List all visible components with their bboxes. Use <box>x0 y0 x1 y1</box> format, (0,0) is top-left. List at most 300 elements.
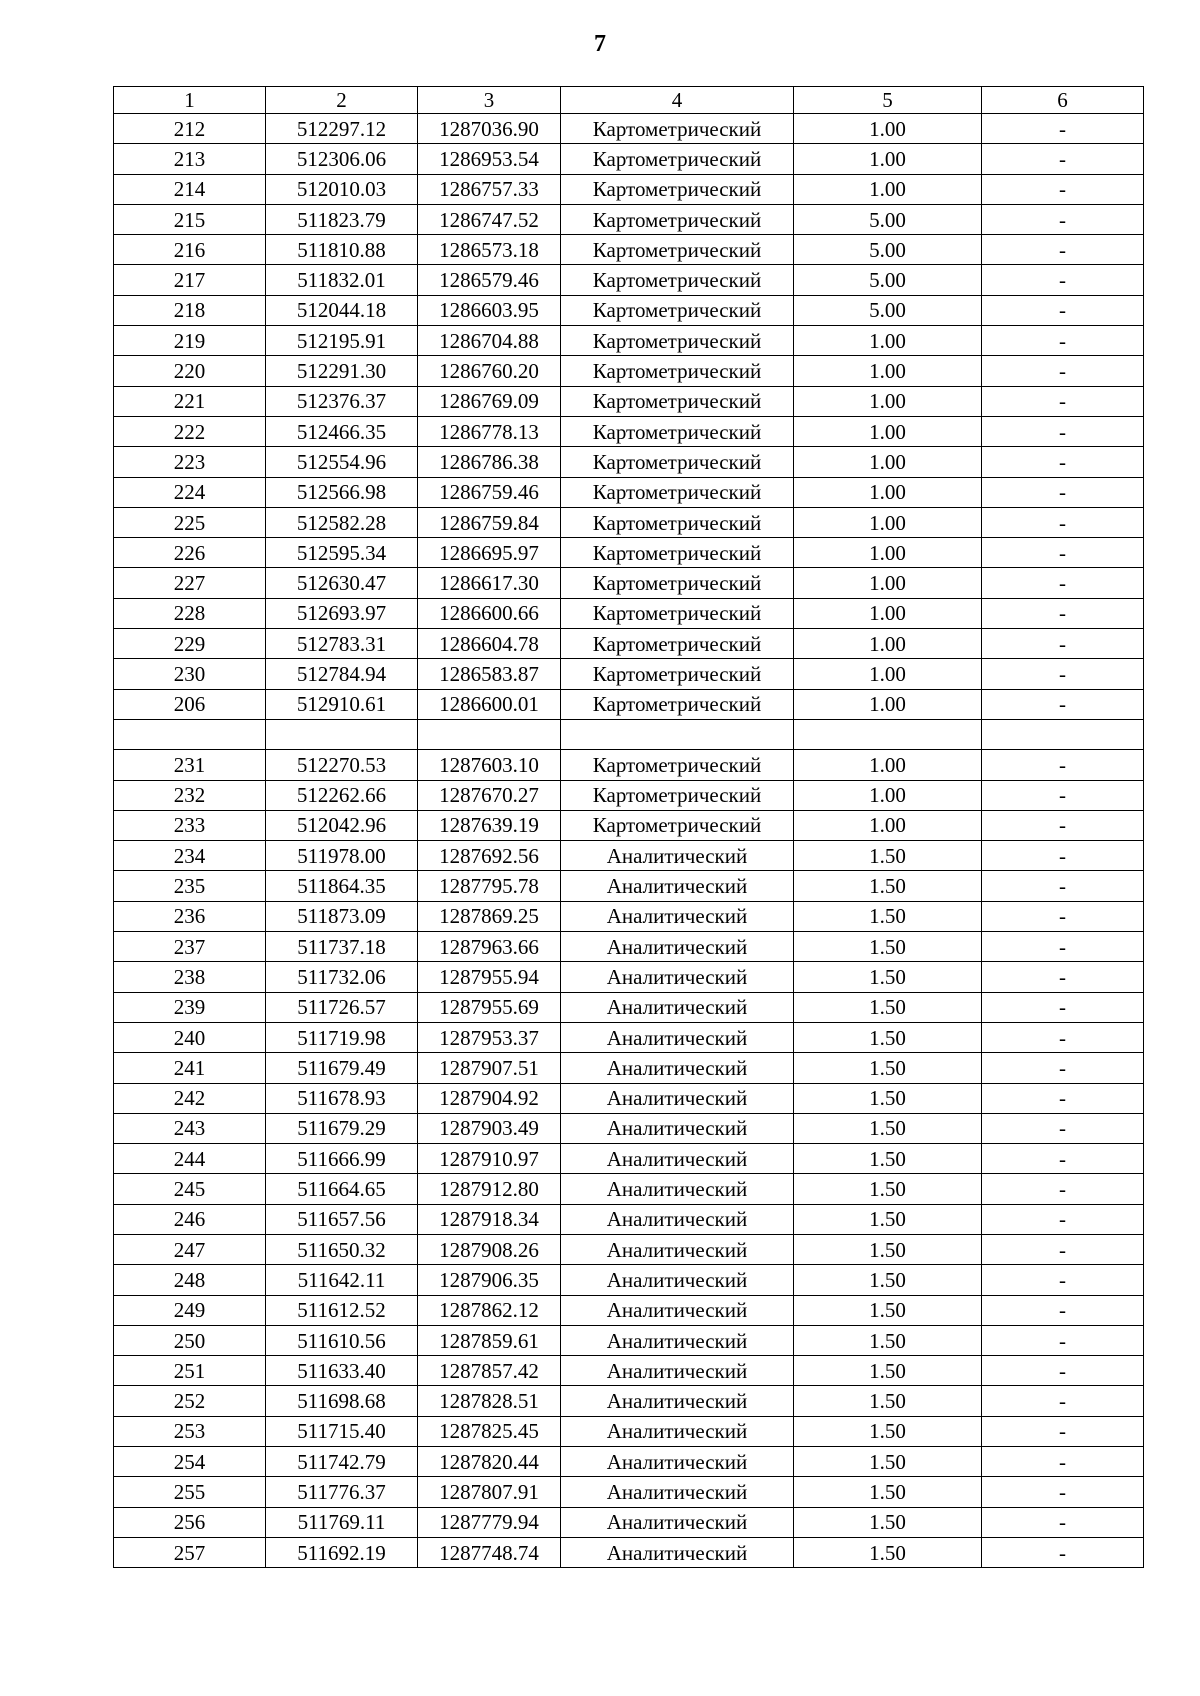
table-cell: 250 <box>114 1325 266 1355</box>
table-cell: Аналитический <box>561 1325 794 1355</box>
table-cell: - <box>982 1083 1144 1113</box>
table-cell: 511873.09 <box>266 901 418 931</box>
table-cell: - <box>982 295 1144 325</box>
table-cell: 5.00 <box>794 265 982 295</box>
column-header: 2 <box>266 87 418 114</box>
table-cell: 512262.66 <box>266 780 418 810</box>
table-cell: Аналитический <box>561 1022 794 1052</box>
table-cell: - <box>982 265 1144 295</box>
table-cell: 1287918.34 <box>418 1204 561 1234</box>
table-cell: 1286600.01 <box>418 689 561 719</box>
table-cell: - <box>982 507 1144 537</box>
table-cell: 1286759.84 <box>418 507 561 537</box>
table-cell: 228 <box>114 598 266 628</box>
table-cell: 511692.19 <box>266 1537 418 1567</box>
table-cell: 511737.18 <box>266 932 418 962</box>
table-cell: 222 <box>114 416 266 446</box>
table-row <box>114 598 1144 628</box>
table-cell: 1286786.38 <box>418 447 561 477</box>
table-cell: - <box>982 1386 1144 1416</box>
table-cell: 1.50 <box>794 1204 982 1234</box>
table-cell: 1287859.61 <box>418 1325 561 1355</box>
table-cell: 5.00 <box>794 295 982 325</box>
table-row <box>114 1325 1144 1355</box>
table-cell: 1.50 <box>794 1234 982 1264</box>
table-cell: 1286778.13 <box>418 416 561 446</box>
table-row <box>114 1053 1144 1083</box>
table-cell: 227 <box>114 568 266 598</box>
table-cell: Аналитический <box>561 1113 794 1143</box>
table-cell: 1.00 <box>794 538 982 568</box>
table-cell: 245 <box>114 1174 266 1204</box>
table-cell: 1286579.46 <box>418 265 561 295</box>
table-cell: 1287820.44 <box>418 1447 561 1477</box>
table-cell: 1287603.10 <box>418 750 561 780</box>
table-row <box>114 841 1144 871</box>
table-cell: 233 <box>114 810 266 840</box>
table-cell: 511978.00 <box>266 841 418 871</box>
table-cell: - <box>982 598 1144 628</box>
table-cell: Картометрический <box>561 416 794 446</box>
table-cell: 255 <box>114 1477 266 1507</box>
table-cell: 1.50 <box>794 1022 982 1052</box>
table-cell: 251 <box>114 1356 266 1386</box>
table-cell <box>266 719 418 749</box>
table-row <box>114 356 1144 386</box>
table-cell: Картометрический <box>561 114 794 144</box>
table-cell: Аналитический <box>561 871 794 901</box>
table-row <box>114 719 1144 749</box>
table-cell: 225 <box>114 507 266 537</box>
table-row <box>114 932 1144 962</box>
table-row <box>114 507 1144 537</box>
table-cell: 1.00 <box>794 386 982 416</box>
table-cell <box>114 719 266 749</box>
table-cell: 511657.56 <box>266 1204 418 1234</box>
table-cell: 1.50 <box>794 1053 982 1083</box>
table-row <box>114 1113 1144 1143</box>
table-cell: 511769.11 <box>266 1507 418 1537</box>
table-cell: - <box>982 659 1144 689</box>
table-row <box>114 447 1144 477</box>
column-header: 4 <box>561 87 794 114</box>
table-cell: Аналитический <box>561 1537 794 1567</box>
table-cell: Аналитический <box>561 1416 794 1446</box>
table-cell: - <box>982 1265 1144 1295</box>
table-cell: - <box>982 871 1144 901</box>
table-cell: Аналитический <box>561 1356 794 1386</box>
table-cell: 1.00 <box>794 326 982 356</box>
table-cell: Аналитический <box>561 1507 794 1537</box>
table-cell: Аналитический <box>561 1477 794 1507</box>
table-cell: 512466.35 <box>266 416 418 446</box>
table-cell: Картометрический <box>561 326 794 356</box>
table-cell: - <box>982 477 1144 507</box>
table-cell: 1286603.95 <box>418 295 561 325</box>
table-cell: 237 <box>114 932 266 962</box>
page-number: 7 <box>594 31 606 57</box>
table-cell: 230 <box>114 659 266 689</box>
table-row <box>114 538 1144 568</box>
table-cell: 511776.37 <box>266 1477 418 1507</box>
table-cell: Аналитический <box>561 992 794 1022</box>
table-cell: 511732.06 <box>266 962 418 992</box>
table-cell: 1287955.69 <box>418 992 561 1022</box>
table-cell: - <box>982 144 1144 174</box>
table-cell: - <box>982 416 1144 446</box>
table-cell: Картометрический <box>561 477 794 507</box>
table-cell: 5.00 <box>794 204 982 234</box>
table-cell: - <box>982 386 1144 416</box>
table-row <box>114 568 1144 598</box>
table-cell: 1287963.66 <box>418 932 561 962</box>
table-cell: 238 <box>114 962 266 992</box>
table-cell: Картометрический <box>561 265 794 295</box>
table-cell: 1.50 <box>794 1083 982 1113</box>
table-cell: - <box>982 841 1144 871</box>
table-row <box>114 416 1144 446</box>
table-cell: 511633.40 <box>266 1356 418 1386</box>
table-cell: Аналитический <box>561 901 794 931</box>
table-cell: 1287825.45 <box>418 1416 561 1446</box>
table-cell: - <box>982 538 1144 568</box>
table-cell: 511726.57 <box>266 992 418 1022</box>
table-cell: 512784.94 <box>266 659 418 689</box>
table-cell: - <box>982 447 1144 477</box>
table-cell: 1287955.94 <box>418 962 561 992</box>
table-cell: - <box>982 1053 1144 1083</box>
table-cell: 1.50 <box>794 1416 982 1446</box>
table-cell: Аналитический <box>561 1265 794 1295</box>
table-row <box>114 174 1144 204</box>
table-cell: 1287904.92 <box>418 1083 561 1113</box>
table-cell: Картометрический <box>561 629 794 659</box>
table-cell: - <box>982 901 1144 931</box>
table-cell: 232 <box>114 780 266 810</box>
table-cell: 512566.98 <box>266 477 418 507</box>
table-cell: - <box>982 326 1144 356</box>
table-cell: - <box>982 1113 1144 1143</box>
table-cell: - <box>982 1234 1144 1264</box>
table-cell: 214 <box>114 174 266 204</box>
table-cell: 218 <box>114 295 266 325</box>
table-cell: 1286617.30 <box>418 568 561 598</box>
table-cell: 224 <box>114 477 266 507</box>
table-cell: 1.50 <box>794 962 982 992</box>
table-cell: 252 <box>114 1386 266 1416</box>
table-row <box>114 1204 1144 1234</box>
table-cell: Аналитический <box>561 1386 794 1416</box>
table-cell: 1.00 <box>794 750 982 780</box>
table-row <box>114 1295 1144 1325</box>
table-cell <box>418 719 561 749</box>
table-row <box>114 477 1144 507</box>
table-cell: 247 <box>114 1234 266 1264</box>
table-cell: Аналитический <box>561 932 794 962</box>
table-cell: 1287795.78 <box>418 871 561 901</box>
table-cell: 1.00 <box>794 780 982 810</box>
table-cell: - <box>982 992 1144 1022</box>
table-cell: 1.00 <box>794 416 982 446</box>
table-cell: 511610.56 <box>266 1325 418 1355</box>
table-cell: 512195.91 <box>266 326 418 356</box>
table-cell: - <box>982 1507 1144 1537</box>
table-cell: 1.00 <box>794 659 982 689</box>
table-cell: - <box>982 1447 1144 1477</box>
table-cell: 512595.34 <box>266 538 418 568</box>
table-cell: 1287953.37 <box>418 1022 561 1052</box>
table-cell: - <box>982 932 1144 962</box>
table-cell: Аналитический <box>561 1234 794 1264</box>
table-cell: 1287908.26 <box>418 1234 561 1264</box>
column-header: 6 <box>982 87 1144 114</box>
table-cell: Картометрический <box>561 689 794 719</box>
table-cell: 1286695.97 <box>418 538 561 568</box>
table-cell: 511742.79 <box>266 1447 418 1477</box>
table-cell: Картометрический <box>561 507 794 537</box>
table-cell: 1287857.42 <box>418 1356 561 1386</box>
table-row <box>114 144 1144 174</box>
table-cell: - <box>982 1416 1144 1446</box>
table-cell: Картометрический <box>561 810 794 840</box>
table-cell: 213 <box>114 144 266 174</box>
table-cell: 1.50 <box>794 1144 982 1174</box>
table-cell: 1286747.52 <box>418 204 561 234</box>
table-cell: 1.00 <box>794 477 982 507</box>
table-cell: 220 <box>114 356 266 386</box>
table-cell: 1.50 <box>794 901 982 931</box>
table-cell: 1287828.51 <box>418 1386 561 1416</box>
table-cell: - <box>982 750 1144 780</box>
table-cell: 512630.47 <box>266 568 418 598</box>
table-cell: 1.00 <box>794 114 982 144</box>
table-cell: 248 <box>114 1265 266 1295</box>
table-cell: 253 <box>114 1416 266 1446</box>
table-row <box>114 689 1144 719</box>
table-row <box>114 265 1144 295</box>
table-cell: Аналитический <box>561 1295 794 1325</box>
table-cell: 1286759.46 <box>418 477 561 507</box>
table-cell: - <box>982 174 1144 204</box>
table-cell: - <box>982 114 1144 144</box>
table-cell: - <box>982 629 1144 659</box>
table-row <box>114 1537 1144 1567</box>
table-row <box>114 1174 1144 1204</box>
table-row <box>114 114 1144 144</box>
table-cell: 512376.37 <box>266 386 418 416</box>
table-cell: 511698.68 <box>266 1386 418 1416</box>
table-row <box>114 1265 1144 1295</box>
table-row <box>114 750 1144 780</box>
table-cell: 511679.49 <box>266 1053 418 1083</box>
column-header: 5 <box>794 87 982 114</box>
table-cell: Аналитический <box>561 1144 794 1174</box>
table-row <box>114 204 1144 234</box>
table-cell: 1287906.35 <box>418 1265 561 1295</box>
table-cell: 216 <box>114 235 266 265</box>
table-cell: 1.50 <box>794 1265 982 1295</box>
table-cell: Картометрический <box>561 174 794 204</box>
table-cell: 512297.12 <box>266 114 418 144</box>
table-cell: 511612.52 <box>266 1295 418 1325</box>
table-cell: - <box>982 1537 1144 1567</box>
table-cell: 511650.32 <box>266 1234 418 1264</box>
table-cell: 512270.53 <box>266 750 418 780</box>
table-cell <box>561 719 794 749</box>
table-cell: 1.50 <box>794 992 982 1022</box>
table-cell: 511664.65 <box>266 1174 418 1204</box>
table-cell: 1.50 <box>794 1325 982 1355</box>
table-cell: 511823.79 <box>266 204 418 234</box>
table-cell: 511678.93 <box>266 1083 418 1113</box>
table-row <box>114 1356 1144 1386</box>
table-row <box>114 1507 1144 1537</box>
table-row <box>114 295 1144 325</box>
table-cell: 1.00 <box>794 568 982 598</box>
table-row <box>114 871 1144 901</box>
table-cell: 1287639.19 <box>418 810 561 840</box>
table-cell: Картометрический <box>561 295 794 325</box>
table-cell: - <box>982 1295 1144 1325</box>
table-cell: 1.00 <box>794 598 982 628</box>
table-row <box>114 901 1144 931</box>
table-row <box>114 780 1144 810</box>
table-cell: Картометрический <box>561 144 794 174</box>
table-cell: - <box>982 1144 1144 1174</box>
table-row <box>114 1447 1144 1477</box>
table-cell: 1.00 <box>794 810 982 840</box>
table-cell: 1.00 <box>794 447 982 477</box>
table-cell: 212 <box>114 114 266 144</box>
table-cell: - <box>982 204 1144 234</box>
table-cell: 1287912.80 <box>418 1174 561 1204</box>
table-cell: 1286583.87 <box>418 659 561 689</box>
table-cell: 511715.40 <box>266 1416 418 1446</box>
table-cell: Картометрический <box>561 659 794 689</box>
table-cell: 1286604.78 <box>418 629 561 659</box>
table-cell: 1.50 <box>794 1507 982 1537</box>
table-cell: 219 <box>114 326 266 356</box>
table-cell: 512783.31 <box>266 629 418 659</box>
table-cell: Картометрический <box>561 538 794 568</box>
table-cell: 246 <box>114 1204 266 1234</box>
table-cell: 1.50 <box>794 1537 982 1567</box>
table-cell: 1286600.66 <box>418 598 561 628</box>
table-row <box>114 326 1144 356</box>
table-cell: Аналитический <box>561 1204 794 1234</box>
table-cell: 215 <box>114 204 266 234</box>
coordinates-table <box>113 86 1144 1568</box>
table-cell: Картометрический <box>561 598 794 628</box>
table-cell: - <box>982 568 1144 598</box>
table-cell: 235 <box>114 871 266 901</box>
table-cell: - <box>982 1356 1144 1386</box>
table-cell: 511666.99 <box>266 1144 418 1174</box>
table-cell: 229 <box>114 629 266 659</box>
table-cell: 249 <box>114 1295 266 1325</box>
table-row <box>114 235 1144 265</box>
table-cell: 1.00 <box>794 689 982 719</box>
table-cell: 241 <box>114 1053 266 1083</box>
table-cell: 1.50 <box>794 1356 982 1386</box>
table-cell: 242 <box>114 1083 266 1113</box>
table-cell: 512910.61 <box>266 689 418 719</box>
table-row <box>114 1144 1144 1174</box>
table-cell: Аналитический <box>561 841 794 871</box>
table-cell: 1.50 <box>794 1386 982 1416</box>
table-row <box>114 659 1144 689</box>
table-cell: 1287869.25 <box>418 901 561 931</box>
table-row <box>114 1083 1144 1113</box>
table-cell: 512554.96 <box>266 447 418 477</box>
table-cell <box>982 719 1144 749</box>
table-cell: 254 <box>114 1447 266 1477</box>
table-cell: Аналитический <box>561 1083 794 1113</box>
table-cell: - <box>982 1477 1144 1507</box>
table-cell: 1.00 <box>794 507 982 537</box>
table-cell: 511810.88 <box>266 235 418 265</box>
table-cell: 240 <box>114 1022 266 1052</box>
table-cell: 243 <box>114 1113 266 1143</box>
table-cell: 244 <box>114 1144 266 1174</box>
table-cell: Аналитический <box>561 1174 794 1204</box>
table-cell: 511642.11 <box>266 1265 418 1295</box>
table-cell: 511832.01 <box>266 265 418 295</box>
table-cell: 1.50 <box>794 1295 982 1325</box>
table-cell: Картометрический <box>561 780 794 810</box>
table-cell: 1287779.94 <box>418 1507 561 1537</box>
table-cell: 512010.03 <box>266 174 418 204</box>
table-cell: 512693.97 <box>266 598 418 628</box>
table-cell: Аналитический <box>561 1447 794 1477</box>
table-cell: - <box>982 1174 1144 1204</box>
table-cell: 5.00 <box>794 235 982 265</box>
column-header: 3 <box>418 87 561 114</box>
table-cell: 1.50 <box>794 841 982 871</box>
table-cell: Аналитический <box>561 962 794 992</box>
table-cell: 511864.35 <box>266 871 418 901</box>
table-row <box>114 992 1144 1022</box>
table-cell: Аналитический <box>561 1053 794 1083</box>
column-header: 1 <box>114 87 266 114</box>
table-cell: 234 <box>114 841 266 871</box>
table-cell: Картометрический <box>561 386 794 416</box>
table-cell: 512044.18 <box>266 295 418 325</box>
table-cell: - <box>982 235 1144 265</box>
table-cell: - <box>982 356 1144 386</box>
table-row <box>114 1477 1144 1507</box>
table-header-row <box>114 87 1144 114</box>
table-cell: 256 <box>114 1507 266 1537</box>
table-cell: - <box>982 1204 1144 1234</box>
table-cell: 1286769.09 <box>418 386 561 416</box>
table-cell: 1287748.74 <box>418 1537 561 1567</box>
table-cell: 217 <box>114 265 266 295</box>
table-cell: 512042.96 <box>266 810 418 840</box>
table-cell: 223 <box>114 447 266 477</box>
table-cell: 1287910.97 <box>418 1144 561 1174</box>
table-row <box>114 1022 1144 1052</box>
table-cell: - <box>982 1022 1144 1052</box>
table-cell: 1286573.18 <box>418 235 561 265</box>
table-cell: 1287862.12 <box>418 1295 561 1325</box>
table-cell: 1.50 <box>794 1113 982 1143</box>
table-cell: 1287670.27 <box>418 780 561 810</box>
table-row <box>114 962 1144 992</box>
table-cell: 1286953.54 <box>418 144 561 174</box>
table-cell: Картометрический <box>561 447 794 477</box>
table-cell: Картометрический <box>561 568 794 598</box>
